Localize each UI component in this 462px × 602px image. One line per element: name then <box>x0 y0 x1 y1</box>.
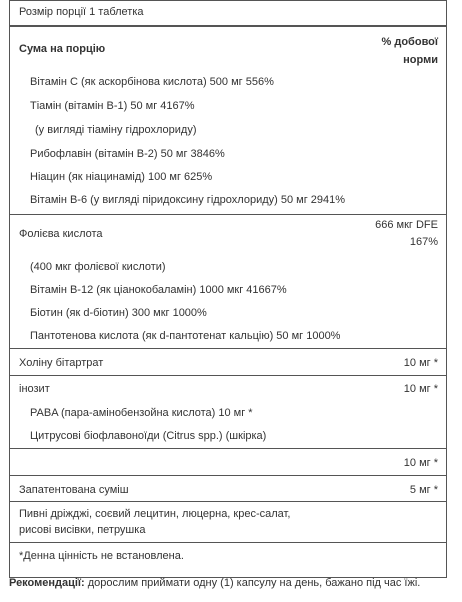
folate-dv: 167% <box>409 236 438 248</box>
recommendation <box>9 576 420 590</box>
serving-size: Розмір порції 1 таблетка <box>19 6 144 18</box>
blend-name: Запатентована суміш <box>19 484 129 496</box>
nutrient-row: Тіамін (вітамін B-1) 50 мг 4167% <box>30 100 195 112</box>
nutrient-row: PABA (пара-амінобензойна кислота) 10 мг * <box>30 407 253 419</box>
nutrient-row: Біотин (як d-біотин) 300 мкг 1000% <box>30 307 207 319</box>
recommendation-text: дорослим приймати одну (1) капсулу на день, бажано під час їжі. <box>84 577 421 589</box>
nutrient-row: Ніацин (як ніацинамід) 100 мг 625% <box>30 171 213 183</box>
inositol-amount: 10 мг * <box>403 383 438 395</box>
divider <box>10 25 446 27</box>
nutrient-row: Рибофлавін (вітамін B-2) 50 мг 3846% <box>30 148 225 160</box>
choline-amount: 10 мг * <box>403 357 438 369</box>
blend-ingredients-line-2: рисові висівки, петрушка <box>19 524 146 536</box>
inositol-name: інозит <box>19 383 50 395</box>
nutrient-row: Вітамін C (як аскорбінова кислота) 500 мг 556% <box>30 76 274 88</box>
folate-amount: 666 мкг DFE <box>375 219 438 231</box>
blend-ingredients-line-1: Пивні дріжджі, соєвий лецитин, люцерна, крес-салат, <box>19 508 291 520</box>
supplement-facts-panel <box>9 0 447 578</box>
choline-name: Холіну бітартрат <box>19 357 104 369</box>
bioflavonoid-amount: 10 мг * <box>403 457 438 469</box>
divider <box>10 375 446 376</box>
divider <box>10 448 446 449</box>
nutrient-row: (у вигляді тіаміну гідрохлориду) <box>35 124 197 136</box>
divider <box>10 542 446 543</box>
recommendation-label: Рекомендації: <box>9 577 85 589</box>
divider <box>10 501 446 502</box>
nutrient-row: (400 мкг фолієвої кислоти) <box>30 261 166 273</box>
divider <box>10 348 446 349</box>
nutrient-row: Пантотенова кислота (як d-пантотенат кальцію) 50 мг 1000% <box>30 330 341 342</box>
daily-value-label-1: % добової <box>381 36 438 48</box>
nutrient-row: Вітамін B-12 (як ціанокобаламін) 1000 мкг 41667% <box>30 284 287 296</box>
divider <box>10 475 446 476</box>
blend-amount: 5 мг * <box>409 484 438 496</box>
footnote: *Денна цінність не встановлена. <box>19 550 184 562</box>
daily-value-label-2: норми <box>403 54 438 66</box>
nutrient-row: Вітамін B-6 (у вигляді піридоксину гідрохлориду) 50 мг 2941% <box>30 194 346 206</box>
divider <box>10 214 446 215</box>
folate-name: Фолієва кислота <box>19 228 103 240</box>
amount-per-serving-label: Сума на порцію <box>19 43 106 55</box>
nutrient-row: Цитрусові біофлавоноїди (Citrus spp.) (шкірка) <box>30 430 267 442</box>
